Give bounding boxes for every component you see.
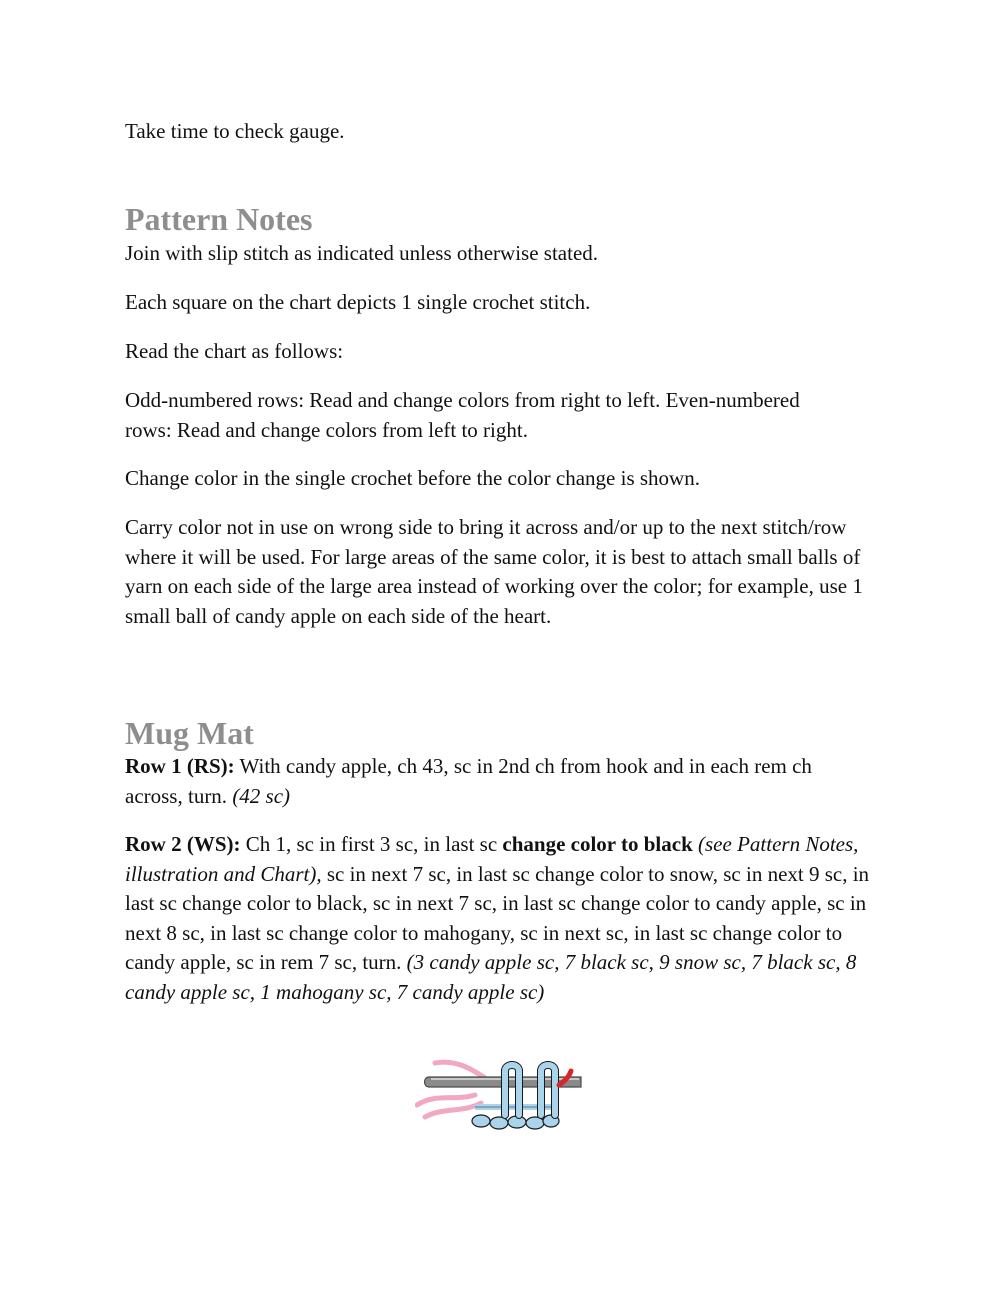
mug-mat-heading: Mug Mat (125, 715, 254, 751)
row-2-label: Row 2 (WS): (125, 832, 241, 856)
row-1-text: With candy apple, ch 43, sc in 2nd ch from hook and in each rem ch across, turn. (125, 754, 812, 808)
pink-yarn-loop (425, 1103, 481, 1117)
pattern-note-6: Carry color not in use on wrong side to bring it across and/or up to the next stitch/row where it will be used. For large areas of the same color, it is best to attach small balls of yarn on each side of the large area instead of working over the color; for example, use 1 small ball of candy apple on each side of the heart. (125, 515, 863, 628)
row-2-color-change: change color to black (502, 832, 693, 856)
pink-yarn-tail (417, 1095, 475, 1105)
row-2-instruction (125, 830, 875, 1007)
row-2-stitch-count: (3 candy apple sc, 7 black sc, 9 snow sc, 7 black sc, 8 candy apple sc, 1 mahogany sc, 7 candy apple sc) (125, 950, 857, 1004)
row-2-text-a: Ch 1, sc in first 3 sc, in last sc (240, 832, 503, 856)
gauge-note: Take time to check gauge. (125, 119, 345, 143)
pattern-note-2: Each square on the chart depicts 1 single crochet stitch. (125, 290, 591, 314)
pattern-notes-heading: Pattern Notes (125, 201, 313, 237)
row-1-stitch-count: (42 sc) (232, 783, 291, 808)
pattern-note-1: Join with slip stitch as indicated unless otherwise stated. (125, 241, 599, 265)
crochet-color-change-illustration (415, 1055, 585, 1133)
row-2-reference: (see Pattern Notes, illustration and Chart), (125, 832, 859, 886)
pattern-note-5: Change color in the single crochet before the color change is shown. (125, 466, 700, 490)
row-1-instruction (125, 752, 865, 811)
row-1-label: Row 1 (RS): (125, 754, 235, 778)
pattern-note-3: Read the chart as follows: (125, 339, 344, 363)
pattern-note-4: Odd-numbered rows: Read and change colors from right to left. Even-numbered rows: Read and change colors from left to right. (125, 388, 800, 442)
row-2-text-b: sc in next 7 sc, in last sc change color to snow, sc in next 9 sc, in last sc change color to black, sc in next 7 sc, in last sc change color to candy apple, sc in next 8 sc, in last sc change color to mahogany, sc in next sc, in last sc change color to candy apple, sc in rem 7 sc, turn. (125, 861, 870, 974)
